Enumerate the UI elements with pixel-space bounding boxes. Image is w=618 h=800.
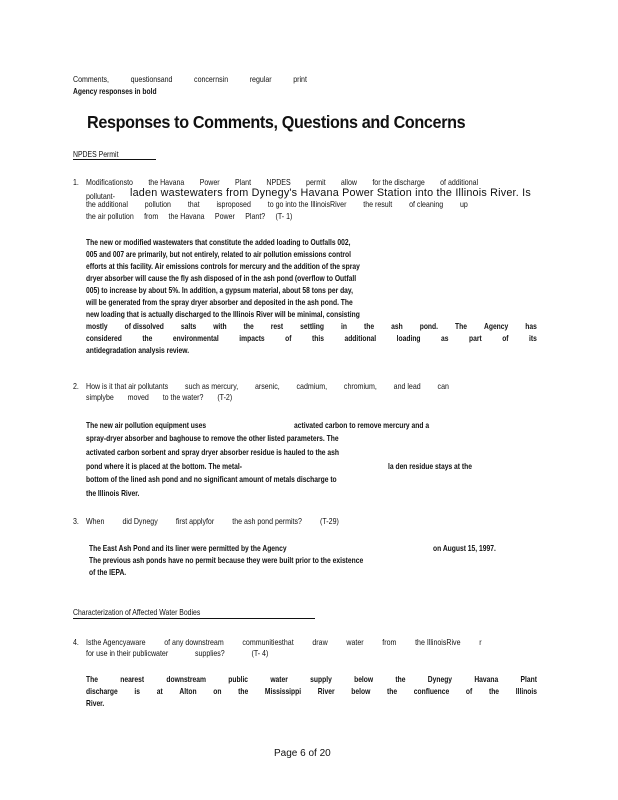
word: loading [396,334,421,343]
word: communitiesthat [242,638,294,647]
word: concernsin [194,75,229,84]
section-heading-npdes: NPDES Permit [73,150,119,159]
word: such as mercury, [185,382,239,391]
a2-line-1-left: The new air pollution equipment uses [86,421,207,430]
word: The [455,322,467,331]
word: Power [214,212,235,221]
q1-line-3 [86,199,468,210]
word: the [488,687,500,696]
word: the ash pond permits? [232,517,302,526]
word: water [346,638,364,647]
word: NPDES [266,178,291,187]
a2-line-1-right: activated carbon to remove mercury and a [294,421,430,430]
word: of additional [440,178,479,187]
word: ash [391,322,403,331]
word: Plant? [245,212,266,221]
word: the IllinoisRive [415,638,461,647]
word: part [469,334,482,343]
word: the [238,687,249,696]
q3-line-1 [86,516,339,527]
a3-line-1-right: on August 15, 1997. [433,544,496,553]
a1-line-10: antidegradation analysis review. [86,346,190,355]
word: the [395,675,406,684]
page-number: Page 6 of 20 [274,748,331,759]
word: and lead [393,382,421,391]
q2-line-2 [86,392,232,403]
word: How is it that air pollutants [86,382,169,391]
word: of cleaning [409,200,444,209]
word: this [312,334,324,343]
word: (T-29) [320,517,339,526]
word: Comments, [73,75,109,84]
word: can [437,382,449,391]
a1-line-2: 005 and 007 are primarily, but not entirely, related to air pollution emissions control [86,250,352,259]
word: of [465,687,473,696]
word: the [364,322,375,331]
a1-line-1: The new or modified wastewaters that constitute the added loading to Outfalls 002, [86,238,351,247]
q1-line-2-large: laden wastewaters from Dynegy's Havana Power Station into the Illinois River. Is [130,187,531,199]
word: cadmium, [296,382,328,391]
word: has [525,322,537,331]
q4-line-1 [86,637,482,648]
word: (T- 4) [251,649,269,658]
word: Alton [179,687,197,696]
word: from [144,212,159,221]
word: r [479,638,482,647]
word: questionsand [130,75,173,84]
a3-line-2: The previous ash ponds have no permit because they were built prior to the existence [89,556,364,565]
a4-line-3: River. [86,699,105,708]
a1-line-6: will be generated from the spray dryer absorber and deposited in the ash pond. The [86,298,353,307]
word: the additional [86,200,128,209]
word: of [502,334,509,343]
word: that [187,200,200,209]
q2-number: 2. [73,382,79,391]
word: to go into the IllinoisRiver [267,200,347,209]
word: simplybe [86,393,114,402]
a1-line-8 [86,321,537,333]
word: print [293,75,307,84]
word: arsenic, [255,382,280,391]
word: supplies? [194,649,225,658]
word: nearest [120,675,145,684]
word: draw [312,638,328,647]
section-underline [73,618,315,619]
word: downstream [166,675,206,684]
a2-line-4-left: pond where it is placed at the bottom. The metal- [86,462,242,471]
word: the [142,334,153,343]
word: from [382,638,397,647]
word: additional [344,334,377,343]
word: salts [180,322,197,331]
word: as [441,334,449,343]
q4-line-2 [86,648,268,659]
word: isproposed [216,200,251,209]
q4-number: 4. [73,638,79,647]
word: (T-2) [217,393,233,402]
word: Modificationsto [86,178,133,187]
word: environmental [172,334,219,343]
word: When [86,517,105,526]
word: Isthe Agencyaware [86,638,146,647]
word: of any downstream [164,638,224,647]
word: in [341,322,348,331]
word: confluence [413,687,450,696]
word: at [156,687,163,696]
word: is [134,687,141,696]
word: rest [270,322,284,331]
word: Havana [474,675,499,684]
word: up [460,200,468,209]
word: the Havana [168,212,205,221]
a2-line-6: the Illinois River. [86,489,140,498]
word: discharge [86,687,118,696]
word: the [387,687,398,696]
header-line-2: Agency responses in bold [73,87,157,96]
a2-line-3: activated carbon sorbent and spray dryer absorber residue is hauled to the ash [86,448,339,457]
word: chromium, [343,382,377,391]
word: water [270,675,288,684]
a4-line-2 [86,686,537,698]
word: Agency [483,322,509,331]
a3-line-3: of the IEPA. [89,568,127,577]
word: (T- 1) [275,212,293,221]
word: for the discharge [372,178,425,187]
section-heading-water-bodies: Characterization of Affected Water Bodies [73,608,201,617]
word: the Havana [148,178,185,187]
word: for use in their publicwater [86,649,169,658]
word: to the water? [162,393,204,402]
a2-line-2: spray-dryer absorber and baghouse to remove the other listed parameters. The [86,434,339,443]
q2-line-1 [86,381,449,392]
word: the air pollution [86,212,134,221]
word: first applyfor [175,517,215,526]
word: mostly [86,322,108,331]
word: moved [127,393,149,402]
word: of [285,334,292,343]
word: below [354,675,374,684]
a4-line-1 [86,674,537,686]
q1-line-4 [86,211,292,222]
word: Plant [520,675,537,684]
word: Power [199,178,220,187]
a1-line-9 [86,333,537,345]
word: did Dynegy [122,517,158,526]
q3-number: 3. [73,517,79,526]
word: public [228,675,249,684]
word: pollution [144,200,171,209]
word: supply [310,675,332,684]
q1-number: 1. [73,178,79,187]
word: the [243,322,254,331]
a2-line-5: bottom of the lined ash pond and no significant amount of metals discharge to [86,475,337,484]
word: its [529,334,537,343]
section-underline [73,159,156,160]
word: Illinois [515,687,537,696]
word: Plant [235,178,252,187]
a3-line-1-left: The East Ash Pond and its liner were permitted by the Agency [89,544,287,553]
word: allow [340,178,357,187]
word: The [86,675,98,684]
word: the result [363,200,393,209]
page-title: Responses to Comments, Questions and Concerns [87,112,466,132]
a1-line-7: new loading that is actually discharged to the Illinois River will be minimal, consisting [86,310,360,319]
header-line-1 [73,74,307,85]
word: of dissolved [124,322,164,331]
word: with [213,322,227,331]
word: pond. [419,322,438,331]
word: regular [249,75,272,84]
word: below [351,687,371,696]
word: Dynegy [427,675,453,684]
q1-line-2-small: pollutant- [86,192,115,201]
word: permit [306,178,326,187]
a1-line-3: efforts at this facility. Air emissions controls for mercury and the addition of the spray [86,262,360,271]
a2-line-4-right: la den residue stays at the [388,462,472,471]
word: Mississippi [264,687,302,696]
word: impacts [239,334,265,343]
word: on [213,687,222,696]
word: considered [86,334,122,343]
word: settling [300,322,325,331]
a1-line-4: dryer absorber will cause the fly ash disposed of in the ash pond (overflow to Outfall [86,274,357,283]
word: River [317,687,335,696]
a1-line-5: 005) to increase by about 5%. In addition, a gypsum material, about 58 tons per day, [86,286,353,295]
